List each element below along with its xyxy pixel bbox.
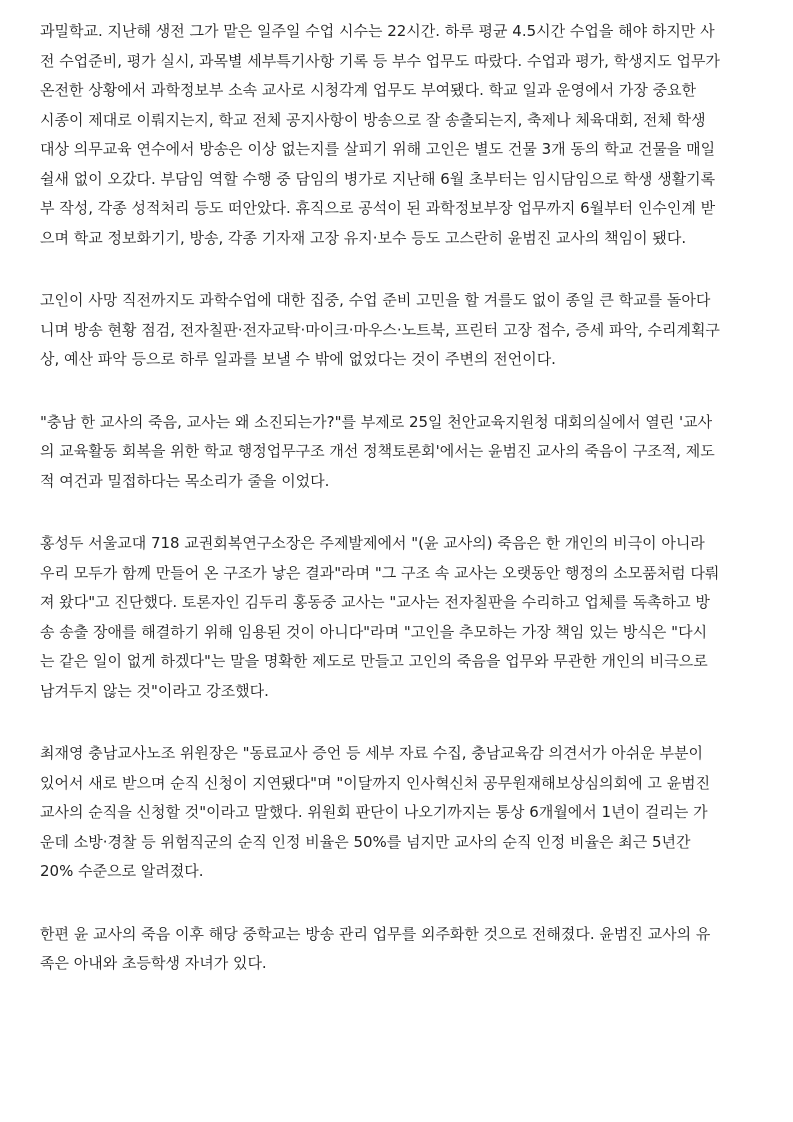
paragraph-gap (40, 496, 753, 529)
text-line: 족은 아내와 초등학생 자녀가 있다. (40, 954, 267, 972)
text-line: 한편 윤 교사의 죽음 이후 해당 중학교는 방송 관리 업무를 외주화한 것으로 전해졌다. 윤범진 교사의 유 (40, 924, 711, 943)
text-line: 있어서 새로 받으며 순직 신청이 지연됐다"며 "이달까지 인사혁신처 공무원재해보상심의회에 고 윤범진 (40, 773, 711, 792)
text-line: 는 같은 일이 없게 하겠다"는 말을 명확한 제도로 만들고 고인의 죽음을 업무와 무관한 개인의 비극으로 (40, 652, 708, 670)
paragraph-2 (40, 286, 753, 375)
paragraph-5 (40, 739, 753, 887)
paragraph-gap (40, 375, 753, 408)
text-line: 온전한 상황에서 과학정보부 소속 교사로 시청각계 업무도 부여됐다. 학교 일과 운영에서 가장 중요한 (40, 81, 697, 99)
text-line: 쉴새 없이 오갔다. 부담임 역할 수행 중 담임의 병가로 지난해 6월 초부터는 임시담임으로 학생 생활기록 (40, 169, 716, 188)
text-line: 과밀학교. 지난해 생전 그가 맡은 일주일 수업 시수는 22시간. 하루 평균 4.5시간 수업을 해야 하지만 사 (40, 22, 715, 40)
paragraph-gap (40, 253, 753, 286)
paragraph-1 (40, 17, 753, 253)
text-line: 남겨두지 않는 것"이라고 강조했다. (40, 681, 269, 700)
text-line: 시종이 제대로 이뤄지는지, 학교 전체 공지사항이 방송으로 잘 송출되는지, 축제나 체육대회, 전체 학생 (40, 110, 706, 129)
paragraph-6 (40, 920, 753, 979)
text-line: 대상 의무교육 연수에서 방송은 이상 없는지를 살피기 위해 고인은 별도 건물 3개 동의 학교 건물을 매일 (40, 140, 716, 158)
paragraph-gap (40, 887, 753, 920)
text-line: 고인이 사망 직전까지도 과학수업에 대한 집중, 수업 준비 고민을 할 겨를도 없이 종일 큰 학교를 돌아다 (40, 291, 711, 309)
text-line: 최재영 충남교사노조 위원장은 "동료교사 증언 등 세부 자료 수집, 충남교육감 의견서가 아쉬운 부분이 (40, 744, 703, 762)
text-line: "충남 한 교사의 죽음, 교사는 왜 소진되는가?"를 부제로 25일 천안교육지원청 대회의실에서 열린 '교사 (40, 412, 713, 431)
text-line: 니며 방송 현황 점검, 전자칠판·전자교탁·마이크·마우스·노트북, 프린터 고장 접수, 증세 파악, 수리계획구 (40, 320, 720, 339)
text-line: 교사의 순직을 신청할 것"이라고 말했다. 위원회 판단이 나오기까지는 통상 6개월에서 1년이 걸리는 가 (40, 803, 708, 821)
text-line: 20% 수준으로 알려졌다. (40, 862, 204, 880)
text-line: 으며 학교 정보화기기, 방송, 각종 기자재 고장 유지·보수 등도 고스란히 윤범진 교사의 책임이 됐다. (40, 228, 687, 247)
article-body (40, 17, 753, 979)
text-line: 의 교육활동 회복을 위한 학교 행정업무구조 개선 정책토론회'에서는 윤범진 교사의 죽음이 구조적, 제도 (40, 442, 715, 460)
text-line: 상, 예산 파악 등으로 하루 일과를 보낼 수 밖에 없었다는 것이 주변의 전언이다. (40, 350, 556, 368)
paragraph-3 (40, 408, 753, 497)
paragraph-gap (40, 706, 753, 739)
text-line: 져 왔다"고 진단했다. 토론자인 김두리 홍동중 교사는 "교사는 전자칠판을 수리하고 업체를 독촉하고 방 (40, 593, 710, 611)
text-line: 운데 소방·경찰 등 위험직군의 순직 인정 비율은 50%를 넘지만 교사의 순직 인정 비율은 최근 5년간 (40, 832, 691, 851)
text-line: 홍성두 서울교대 718 교권회복연구소장은 주제발제에서 "(윤 교사의) 죽음은 한 개인의 비극이 아니라 (40, 534, 705, 552)
text-line: 적 여건과 밀접하다는 목소리가 줄을 이었다. (40, 471, 330, 490)
text-line: 부 작성, 각종 성적처리 등도 떠안았다. 휴직으로 공석이 된 과학정보부장 업무까지 6월부터 인수인계 받 (40, 199, 716, 217)
text-line: 송 송출 장애를 해결하기 위해 임용된 것이 아니다"라며 "고인을 추모하는 가장 책임 있는 방식은 "다시 (40, 622, 708, 641)
text-line: 우리 모두가 함께 만들어 온 구조가 낳은 결과"라며 "그 구조 속 교사는 오랫동안 행정의 소모품처럼 다뤄 (40, 563, 720, 582)
paragraph-4 (40, 529, 753, 706)
text-line: 전 수업준비, 평가 실시, 과목별 세부특기사항 기록 등 부수 업무도 따랐다. 수업과 평가, 학생지도 업무가 (40, 51, 720, 70)
